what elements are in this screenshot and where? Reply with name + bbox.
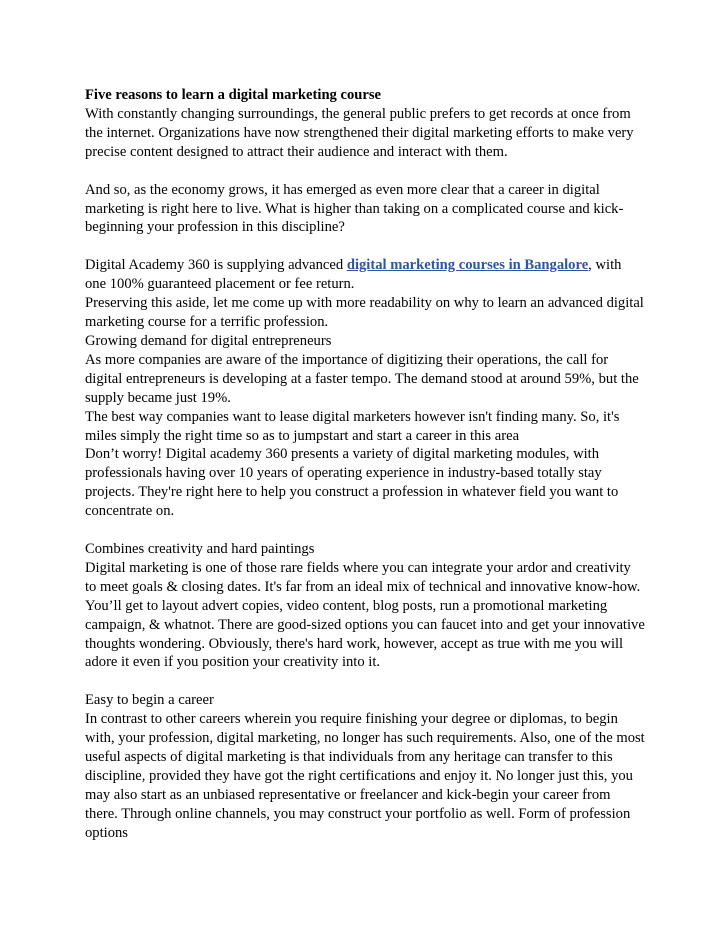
document-page xyxy=(85,86,645,843)
document-title: Five reasons to learn a digital marketing course xyxy=(85,87,382,103)
dont-worry-paragraph: Don’t worry! Digital academy 360 presents a variety of digital marketing modules, with professionals having over 10 years of operating experience in industry-based totally stay projects. They're right here to help you construct a profession in whatever field you want to concentrate on. xyxy=(85,446,619,520)
layout-paragraph: You’ll get to layout advert copies, video content, blog posts, run a promotional marketing campaign, & whatnot. There are good-sized options you can faucet into and get your innovative thoughts wondering. Obviously, there's hard work, however, accept as true with me you will adore it even if you position your creativity into it. xyxy=(85,597,645,671)
easy-career-paragraph: In contrast to other careers wherein you require finishing your degree or diplomas, to begin with, your profession, digital marketing, no longer has such requirements. Also, one of the most useful aspects of digital marketing is that individuals from any heritage can transfer to this discipline, provided they have got the right certifications and enjoy it. No longer just this, you may also start as an unbiased representative or freelancer and kick-begin your career from there. Through online channels, you may construct your portfolio as well. Form of profession options xyxy=(85,711,645,841)
section-heading-demand: Growing demand for digital entrepreneurs xyxy=(85,332,332,349)
creativity-paragraph: Digital marketing is one of those rare fields where you can integrate your ardor and creativity to meet goals & closing dates. It's far from an ideal mix of technical and innovative know-how. xyxy=(85,559,641,595)
readability-paragraph: Preserving this aside, let me come up with more readability on why to learn an advanced digital marketing course for a terrific profession. xyxy=(85,295,644,331)
courses-link[interactable]: digital marketing courses in Bangalore xyxy=(346,257,589,274)
academy-text-before-link: Digital Academy 360 is supplying advanced xyxy=(85,257,347,274)
section-heading-creativity: Combines creativity and hard paintings xyxy=(85,541,315,558)
intro-paragraph: With constantly changing surroundings, the general public prefers to get records at once from the internet. Organizations have now strengthened their digital marketing efforts to make very precise content designed to attract their audience and interact with them. xyxy=(85,105,634,160)
lease-paragraph: The best way companies want to lease digital marketers however isn't finding many. So, it's miles simply the right time so as to jumpstart and start a career in this area xyxy=(85,408,620,444)
academy-paragraph xyxy=(85,256,645,294)
economy-paragraph: And so, as the economy grows, it has emerged as even more clear that a career in digital marketing is right here to live. What is higher than taking on a complicated course and kick-beginning your profession in this discipline? xyxy=(85,181,624,236)
demand-paragraph: As more companies are aware of the importance of digitizing their operations, the call for digital entrepreneurs is developing at a faster tempo. The demand stood at around 59%, but the supply became just 19%. xyxy=(85,351,639,406)
academy-text-after-link: , with one 100% guaranteed placement or fee return. xyxy=(85,257,622,293)
section-heading-easy-career: Easy to begin a career xyxy=(85,692,214,709)
